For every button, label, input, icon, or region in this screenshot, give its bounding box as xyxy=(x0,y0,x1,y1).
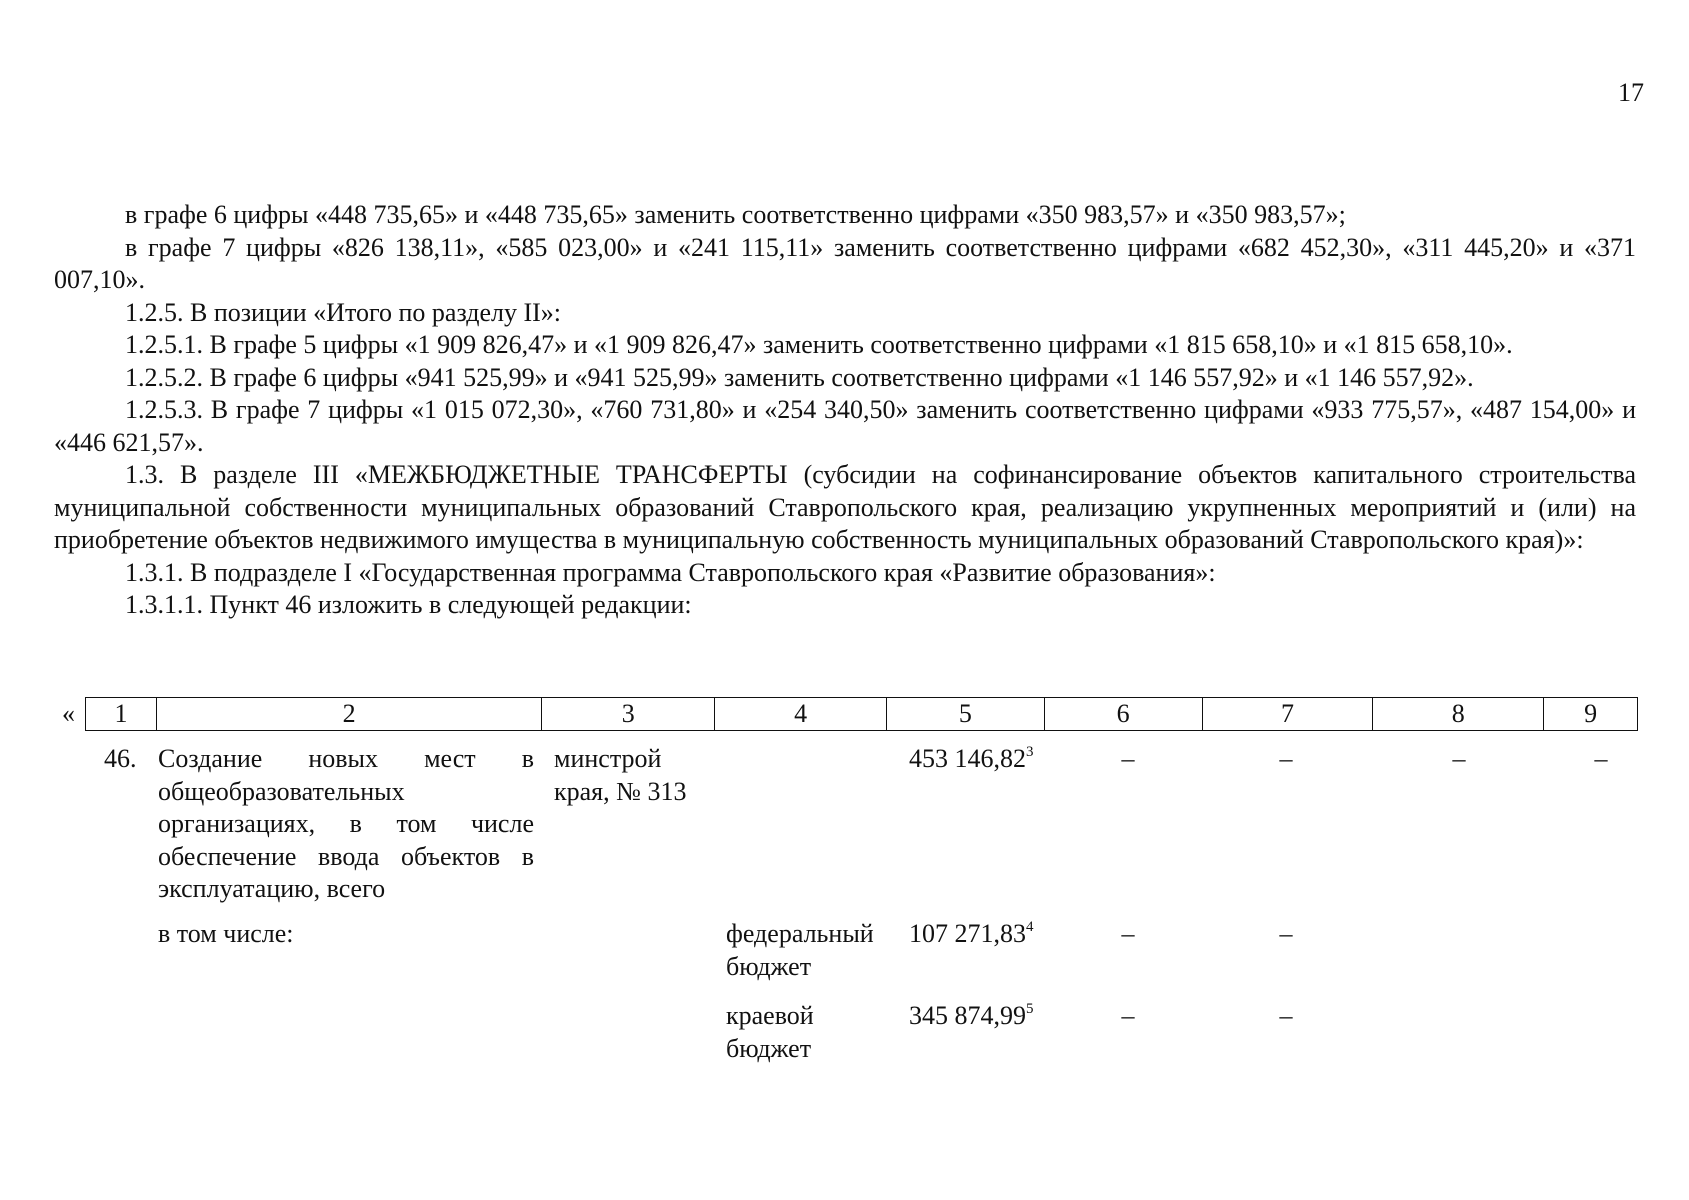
regional-value: 345 874,99$^5$ xyxy=(909,1001,1034,1030)
column-number: 9 xyxy=(1584,699,1598,728)
table-header xyxy=(0,697,1689,733)
paragraph: 1.3. В разделе III «МЕЖБЮДЖЕТНЫЕ ТРАНСФЕРТЫ (субсидии на софинансирование объектов капитального строительства муниципальной собственности муниципальных образований Ставропольского края, реализацию укрупненных мероприятий и (или) на приобретение объектов недвижимого имущества в муниципальную собственность муниципальных образований Ставропольского края)»: xyxy=(54,460,1636,554)
dash-col-7: – xyxy=(1279,919,1293,948)
dash-col-7: – xyxy=(1279,744,1293,773)
footnote-ref: 5 xyxy=(1026,1001,1034,1017)
paragraph: 1.2.5.1. В графе 5 цифры «1 909 826,47» и «1 909 826,47» заменить соответственно цифрами «1 815 658,10» и «1 815 658,10». xyxy=(125,330,1513,359)
source-federal: федеральный бюджет xyxy=(726,919,874,981)
paragraph: в графе 7 цифры «826 138,11», «585 023,00» и «241 115,11» заменить соответственно цифрами «682 452,30», «311 445,20» и «371 007,10». xyxy=(54,232,1636,294)
item-name: Создание новых мест в общеобразовательных организациях, в том числе обеспечение ввода объектов в эксплуатацию, всего xyxy=(158,744,534,903)
paragraph: 1.2.5. В позиции «Итого по разделу II»: xyxy=(125,297,562,327)
paragraph: в графе 6 цифры «448 735,65» и «448 735,65» заменить соответственно цифрами «350 983,57» и «350 983,57»; xyxy=(125,200,1346,229)
column-number: 6 xyxy=(1045,698,1203,730)
column-number: 3 xyxy=(542,698,715,730)
dash-col-6: – xyxy=(1121,744,1135,773)
column-number: 1 xyxy=(86,698,157,730)
dash-col-8: – xyxy=(1452,744,1466,773)
paragraph: 1.3.1.1. Пункт 46 изложить в следующей редакции: xyxy=(125,590,692,619)
paragraph: 1.2.5.3. В графе 7 цифры «1 015 072,30», «760 731,80» и «254 340,50» заменить соответственно цифрами «933 775,57», «487 154,00» и «446 621,57». xyxy=(54,395,1636,457)
open-quote: « xyxy=(62,699,75,728)
column-number: 4 xyxy=(715,698,887,730)
column-number: 7 xyxy=(1203,698,1374,730)
column-number: 8 xyxy=(1373,698,1544,730)
dash-col-6: – xyxy=(1121,919,1135,948)
source-regional: краевой бюджет xyxy=(726,1001,814,1063)
footnote-ref: 4 xyxy=(1026,919,1034,935)
total-value: 453 146,82$^3$ xyxy=(909,744,1034,773)
page-number: 17 xyxy=(1618,78,1644,107)
customer: минстрой края, № 313 xyxy=(554,744,687,806)
dash-col-7: – xyxy=(1279,1001,1293,1030)
dash-col-9: – xyxy=(1594,744,1608,773)
federal-value: 107 271,83$^4$ xyxy=(909,919,1034,948)
column-number: 2 xyxy=(157,698,543,730)
dash-col-6: – xyxy=(1121,1001,1135,1030)
footnote-ref: 3 xyxy=(1026,744,1034,760)
body-text xyxy=(54,199,1636,622)
paragraph: 1.2.5.2. В графе 6 цифры «941 525,99» и «941 525,99» заменить соответственно цифрами «1 146 557,92» и «1 146 557,92». xyxy=(125,362,1474,392)
column-number-row xyxy=(85,697,1638,731)
column-number: 5 xyxy=(887,698,1045,730)
paragraph: 1.3.1. В подразделе I «Государственная программа Ставропольского края «Развитие образования»: xyxy=(125,557,1216,587)
item-number: 46. xyxy=(104,744,137,773)
including-label: в том числе: xyxy=(158,919,294,948)
